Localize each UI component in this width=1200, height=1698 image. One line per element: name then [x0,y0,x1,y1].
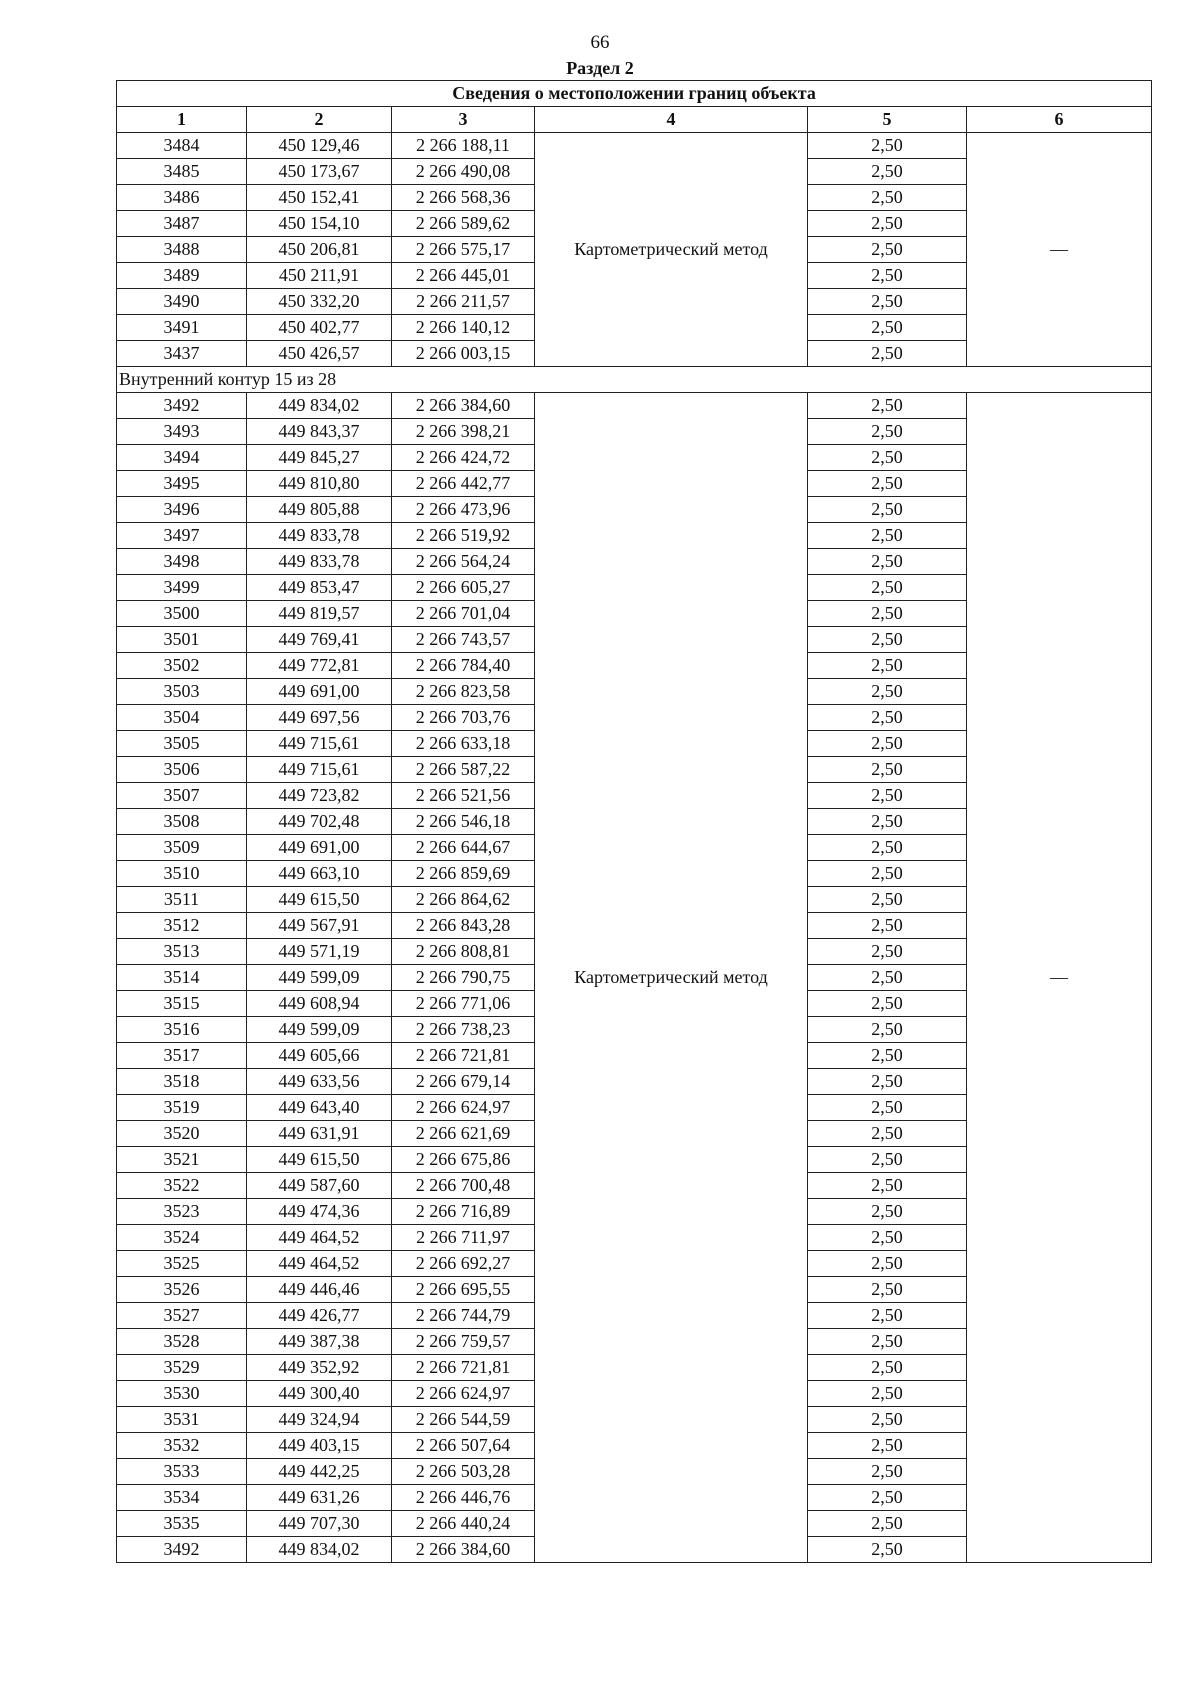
point-number-cell: 3490 [117,289,247,315]
y-coordinate-cell: 2 266 384,60 [392,1537,535,1563]
point-number-cell: 3497 [117,523,247,549]
point-number-cell: 3494 [117,445,247,471]
page-number: 66 [590,32,610,53]
x-coordinate-cell: 449 833,78 [247,549,392,575]
x-coordinate-cell: 450 332,20 [247,289,392,315]
x-coordinate-cell: 449 697,56 [247,705,392,731]
y-coordinate-cell: 2 266 490,08 [392,159,535,185]
x-coordinate-cell: 449 805,88 [247,497,392,523]
x-coordinate-cell: 450 154,10 [247,211,392,237]
accuracy-cell: 2,50 [808,1485,967,1511]
y-coordinate-cell: 2 266 564,24 [392,549,535,575]
point-number-cell: 3500 [117,601,247,627]
point-number-cell: 3528 [117,1329,247,1355]
column-header-1: 1 [117,107,247,133]
accuracy-cell: 2,50 [808,133,967,159]
accuracy-cell: 2,50 [808,289,967,315]
x-coordinate-cell: 449 352,92 [247,1355,392,1381]
y-coordinate-cell: 2 266 519,92 [392,523,535,549]
y-coordinate-cell: 2 266 503,28 [392,1459,535,1485]
y-coordinate-cell: 2 266 679,14 [392,1069,535,1095]
x-coordinate-cell: 449 571,19 [247,939,392,965]
point-number-cell: 3516 [117,1017,247,1043]
point-number-cell: 3527 [117,1303,247,1329]
y-coordinate-cell: 2 266 790,75 [392,965,535,991]
point-number-cell: 3495 [117,471,247,497]
y-coordinate-cell: 2 266 624,97 [392,1381,535,1407]
point-number-cell: 3485 [117,159,247,185]
y-coordinate-cell: 2 266 211,57 [392,289,535,315]
accuracy-cell: 2,50 [808,185,967,211]
x-coordinate-cell: 449 810,80 [247,471,392,497]
y-coordinate-cell: 2 266 633,18 [392,731,535,757]
x-coordinate-cell: 449 723,82 [247,783,392,809]
accuracy-cell: 2,50 [808,1173,967,1199]
accuracy-cell: 2,50 [808,913,967,939]
accuracy-cell: 2,50 [808,1511,967,1537]
x-coordinate-cell: 449 843,37 [247,419,392,445]
point-number-cell: 3489 [117,263,247,289]
point-number-cell: 3487 [117,211,247,237]
accuracy-cell: 2,50 [808,653,967,679]
point-number-cell: 3511 [117,887,247,913]
x-coordinate-cell: 449 833,78 [247,523,392,549]
point-number-cell: 3498 [117,549,247,575]
y-coordinate-cell: 2 266 743,57 [392,627,535,653]
accuracy-cell: 2,50 [808,757,967,783]
accuracy-cell: 2,50 [808,575,967,601]
y-coordinate-cell: 2 266 521,56 [392,783,535,809]
y-coordinate-cell: 2 266 424,72 [392,445,535,471]
accuracy-cell: 2,50 [808,679,967,705]
y-coordinate-cell: 2 266 621,69 [392,1121,535,1147]
x-coordinate-cell: 450 173,67 [247,159,392,185]
x-coordinate-cell: 450 152,41 [247,185,392,211]
point-number-cell: 3510 [117,861,247,887]
table-body [117,133,1152,1563]
accuracy-cell: 2,50 [808,497,967,523]
point-number-cell: 3531 [117,1407,247,1433]
accuracy-cell: 2,50 [808,1329,967,1355]
accuracy-cell: 2,50 [808,1225,967,1251]
accuracy-cell: 2,50 [808,1537,967,1563]
accuracy-cell: 2,50 [808,263,967,289]
y-coordinate-cell: 2 266 568,36 [392,185,535,211]
y-coordinate-cell: 2 266 188,11 [392,133,535,159]
x-coordinate-cell: 449 615,50 [247,1147,392,1173]
y-coordinate-cell: 2 266 644,67 [392,835,535,861]
accuracy-cell: 2,50 [808,419,967,445]
column-6-cell: — [967,393,1152,1563]
accuracy-cell: 2,50 [808,1355,967,1381]
x-coordinate-cell: 449 772,81 [247,653,392,679]
accuracy-cell: 2,50 [808,315,967,341]
y-coordinate-cell: 2 266 440,24 [392,1511,535,1537]
point-number-cell: 3501 [117,627,247,653]
accuracy-cell: 2,50 [808,1043,967,1069]
x-coordinate-cell: 449 605,66 [247,1043,392,1069]
x-coordinate-cell: 450 211,91 [247,263,392,289]
accuracy-cell: 2,50 [808,861,967,887]
point-number-cell: 3514 [117,965,247,991]
y-coordinate-cell: 2 266 703,76 [392,705,535,731]
point-number-cell: 3491 [117,315,247,341]
point-number-cell: 3535 [117,1511,247,1537]
x-coordinate-cell: 449 691,00 [247,679,392,705]
point-number-cell: 3493 [117,419,247,445]
y-coordinate-cell: 2 266 738,23 [392,1017,535,1043]
point-number-cell: 3506 [117,757,247,783]
point-number-cell: 3504 [117,705,247,731]
point-number-cell: 3499 [117,575,247,601]
x-coordinate-cell: 449 707,30 [247,1511,392,1537]
y-coordinate-cell: 2 266 605,27 [392,575,535,601]
column-6-cell: — [967,133,1152,367]
x-coordinate-cell: 449 633,56 [247,1069,392,1095]
point-number-cell: 3529 [117,1355,247,1381]
x-coordinate-cell: 449 631,91 [247,1121,392,1147]
x-coordinate-cell: 449 387,38 [247,1329,392,1355]
method-cell: Картометрический метод [535,393,808,1563]
y-coordinate-cell: 2 266 716,89 [392,1199,535,1225]
x-coordinate-cell: 449 769,41 [247,627,392,653]
table-row [117,393,1152,419]
column-header-6: 6 [967,107,1152,133]
y-coordinate-cell: 2 266 744,79 [392,1303,535,1329]
y-coordinate-cell: 2 266 398,21 [392,419,535,445]
y-coordinate-cell: 2 266 701,04 [392,601,535,627]
y-coordinate-cell: 2 266 575,17 [392,237,535,263]
x-coordinate-cell: 449 853,47 [247,575,392,601]
x-coordinate-cell: 449 845,27 [247,445,392,471]
accuracy-cell: 2,50 [808,1303,967,1329]
point-number-cell: 3509 [117,835,247,861]
point-number-cell: 3534 [117,1485,247,1511]
y-coordinate-cell: 2 266 384,60 [392,393,535,419]
accuracy-cell: 2,50 [808,1459,967,1485]
y-coordinate-cell: 2 266 721,81 [392,1043,535,1069]
point-number-cell: 3532 [117,1433,247,1459]
y-coordinate-cell: 2 266 695,55 [392,1277,535,1303]
x-coordinate-cell: 450 206,81 [247,237,392,263]
contour-label: Внутренний контур 15 из 28 [117,367,1152,393]
point-number-cell: 3492 [117,1537,247,1563]
column-header-2: 2 [247,107,392,133]
accuracy-cell: 2,50 [808,991,967,1017]
y-coordinate-cell: 2 266 445,01 [392,263,535,289]
y-coordinate-cell: 2 266 473,96 [392,497,535,523]
y-coordinate-cell: 2 266 859,69 [392,861,535,887]
y-coordinate-cell: 2 266 544,59 [392,1407,535,1433]
x-coordinate-cell: 449 834,02 [247,1537,392,1563]
x-coordinate-cell: 449 631,26 [247,1485,392,1511]
point-number-cell: 3517 [117,1043,247,1069]
x-coordinate-cell: 450 402,77 [247,315,392,341]
y-coordinate-cell: 2 266 771,06 [392,991,535,1017]
accuracy-cell: 2,50 [808,1251,967,1277]
x-coordinate-cell: 449 715,61 [247,757,392,783]
point-number-cell: 3507 [117,783,247,809]
column-header-5: 5 [808,107,967,133]
x-coordinate-cell: 449 643,40 [247,1095,392,1121]
accuracy-cell: 2,50 [808,965,967,991]
accuracy-cell: 2,50 [808,627,967,653]
x-coordinate-cell: 449 702,48 [247,809,392,835]
accuracy-cell: 2,50 [808,1095,967,1121]
accuracy-cell: 2,50 [808,1017,967,1043]
y-coordinate-cell: 2 266 589,62 [392,211,535,237]
y-coordinate-cell: 2 266 843,28 [392,913,535,939]
accuracy-cell: 2,50 [808,471,967,497]
point-number-cell: 3530 [117,1381,247,1407]
y-coordinate-cell: 2 266 587,22 [392,757,535,783]
x-coordinate-cell: 449 587,60 [247,1173,392,1199]
accuracy-cell: 2,50 [808,393,967,419]
point-number-cell: 3488 [117,237,247,263]
accuracy-cell: 2,50 [808,1277,967,1303]
point-number-cell: 3525 [117,1251,247,1277]
x-coordinate-cell: 449 599,09 [247,965,392,991]
accuracy-cell: 2,50 [808,549,967,575]
x-coordinate-cell: 449 324,94 [247,1407,392,1433]
x-coordinate-cell: 449 691,00 [247,835,392,861]
point-number-cell: 3484 [117,133,247,159]
method-cell: Картометрический метод [535,133,808,367]
x-coordinate-cell: 449 464,52 [247,1251,392,1277]
accuracy-cell: 2,50 [808,1433,967,1459]
point-number-cell: 3486 [117,185,247,211]
contour-label-row [117,367,1152,393]
x-coordinate-cell: 449 300,40 [247,1381,392,1407]
point-number-cell: 3492 [117,393,247,419]
point-number-cell: 3519 [117,1095,247,1121]
accuracy-cell: 2,50 [808,1121,967,1147]
x-coordinate-cell: 449 442,25 [247,1459,392,1485]
accuracy-cell: 2,50 [808,159,967,185]
y-coordinate-cell: 2 266 624,97 [392,1095,535,1121]
point-number-cell: 3505 [117,731,247,757]
y-coordinate-cell: 2 266 442,77 [392,471,535,497]
point-number-cell: 3512 [117,913,247,939]
point-number-cell: 3521 [117,1147,247,1173]
point-number-cell: 3520 [117,1121,247,1147]
y-coordinate-cell: 2 266 700,48 [392,1173,535,1199]
y-coordinate-cell: 2 266 784,40 [392,653,535,679]
point-number-cell: 3496 [117,497,247,523]
y-coordinate-cell: 2 266 759,57 [392,1329,535,1355]
x-coordinate-cell: 449 464,52 [247,1225,392,1251]
y-coordinate-cell: 2 266 692,27 [392,1251,535,1277]
table-caption: Сведения о местоположении границ объекта [117,81,1152,107]
accuracy-cell: 2,50 [808,445,967,471]
accuracy-cell: 2,50 [808,731,967,757]
boundary-table [116,80,1152,1563]
point-number-cell: 3524 [117,1225,247,1251]
point-number-cell: 3503 [117,679,247,705]
x-coordinate-cell: 449 608,94 [247,991,392,1017]
point-number-cell: 3515 [117,991,247,1017]
y-coordinate-cell: 2 266 546,18 [392,809,535,835]
accuracy-cell: 2,50 [808,1199,967,1225]
accuracy-cell: 2,50 [808,835,967,861]
accuracy-cell: 2,50 [808,1381,967,1407]
y-coordinate-cell: 2 266 823,58 [392,679,535,705]
x-coordinate-cell: 449 715,61 [247,731,392,757]
x-coordinate-cell: 450 426,57 [247,341,392,367]
accuracy-cell: 2,50 [808,601,967,627]
x-coordinate-cell: 449 474,36 [247,1199,392,1225]
point-number-cell: 3513 [117,939,247,965]
table-row [117,133,1152,159]
point-number-cell: 3523 [117,1199,247,1225]
section-title: Раздел 2 [566,58,634,78]
point-number-cell: 3526 [117,1277,247,1303]
y-coordinate-cell: 2 266 003,15 [392,341,535,367]
accuracy-cell: 2,50 [808,523,967,549]
accuracy-cell: 2,50 [808,939,967,965]
point-number-cell: 3508 [117,809,247,835]
accuracy-cell: 2,50 [808,887,967,913]
accuracy-cell: 2,50 [808,1407,967,1433]
x-coordinate-cell: 449 819,57 [247,601,392,627]
accuracy-cell: 2,50 [808,341,967,367]
y-coordinate-cell: 2 266 140,12 [392,315,535,341]
accuracy-cell: 2,50 [808,809,967,835]
accuracy-cell: 2,50 [808,1069,967,1095]
x-coordinate-cell: 450 129,46 [247,133,392,159]
accuracy-cell: 2,50 [808,211,967,237]
x-coordinate-cell: 449 599,09 [247,1017,392,1043]
point-number-cell: 3502 [117,653,247,679]
accuracy-cell: 2,50 [808,1147,967,1173]
point-number-cell: 3437 [117,341,247,367]
point-number-cell: 3533 [117,1459,247,1485]
x-coordinate-cell: 449 426,77 [247,1303,392,1329]
accuracy-cell: 2,50 [808,783,967,809]
x-coordinate-cell: 449 403,15 [247,1433,392,1459]
y-coordinate-cell: 2 266 808,81 [392,939,535,965]
accuracy-cell: 2,50 [808,237,967,263]
x-coordinate-cell: 449 446,46 [247,1277,392,1303]
column-header-4: 4 [535,107,808,133]
y-coordinate-cell: 2 266 507,64 [392,1433,535,1459]
accuracy-cell: 2,50 [808,705,967,731]
column-header-3: 3 [392,107,535,133]
x-coordinate-cell: 449 567,91 [247,913,392,939]
x-coordinate-cell: 449 663,10 [247,861,392,887]
x-coordinate-cell: 449 834,02 [247,393,392,419]
y-coordinate-cell: 2 266 446,76 [392,1485,535,1511]
x-coordinate-cell: 449 615,50 [247,887,392,913]
point-number-cell: 3518 [117,1069,247,1095]
y-coordinate-cell: 2 266 721,81 [392,1355,535,1381]
y-coordinate-cell: 2 266 675,86 [392,1147,535,1173]
y-coordinate-cell: 2 266 864,62 [392,887,535,913]
point-number-cell: 3522 [117,1173,247,1199]
y-coordinate-cell: 2 266 711,97 [392,1225,535,1251]
